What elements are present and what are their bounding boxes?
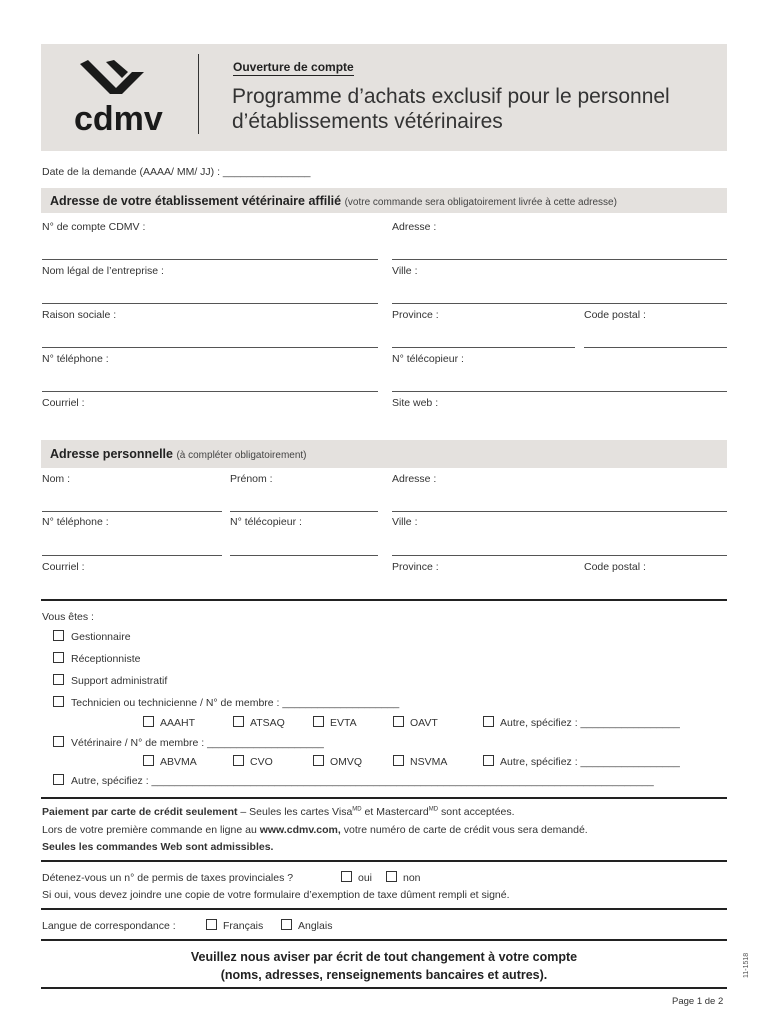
payment-line2-end: votre numéro de carte de crédit vous sera demandé. — [340, 824, 588, 836]
label-personal-fax: N° télécopieur : — [230, 516, 302, 528]
payment-line2-start: Lors de votre première commande en ligne au — [42, 824, 260, 836]
cdmv-logo — [70, 58, 180, 138]
tech-option-aaaht: AAAHT — [160, 717, 196, 729]
label-personal-phone: N° téléphone : — [42, 516, 109, 528]
label-clinic-city: Ville : — [392, 265, 418, 277]
personal-address-input-line[interactable] — [392, 511, 727, 512]
vet-option-nsvma: NSVMA — [410, 756, 448, 768]
page-number: Page 1 de 2 — [672, 996, 724, 1007]
label-last-name: Nom : — [42, 473, 71, 485]
form-code: 11-1518 — [743, 952, 750, 978]
change-notice-line2: (noms, adresses, renseignements bancaires et autres). — [220, 968, 548, 982]
last-name-input-line[interactable] — [42, 511, 222, 512]
divider-notice — [41, 939, 727, 941]
vet-option-other[interactable]: Autre, spécifiez : _________________ — [500, 756, 680, 768]
request-date-field[interactable]: Date de la demande (AAAA/ MM/ JJ) : _______________ — [42, 166, 311, 178]
clinic-postal-code-input-line[interactable] — [584, 347, 727, 348]
label-personal-address: Adresse : — [392, 473, 437, 485]
label-business-name: Raison sociale : — [42, 309, 117, 321]
personal-phone-input-line[interactable] — [42, 555, 222, 556]
checkbox-veterinarian[interactable] — [53, 736, 64, 747]
language-label: Langue de correspondance : — [42, 920, 176, 932]
legal-name-input-line[interactable] — [42, 303, 378, 304]
label-personal-email: Courriel : — [42, 561, 85, 573]
tech-option-atsaq: ATSAQ — [250, 717, 285, 729]
tax-note: Si oui, vous devez joindre une copie de votre formulaire d’exemption de taxe dûment rempli et signé. — [42, 889, 510, 901]
header-subtitle: Ouverture de compte — [233, 60, 354, 74]
payment-line2 — [42, 824, 588, 836]
header-title-line2: d’établissements vétérinaires — [232, 110, 503, 133]
label-clinic-address: Adresse : — [392, 221, 437, 233]
checkbox-oavt[interactable] — [393, 716, 404, 727]
label-personal-postal-code: Code postal : — [584, 561, 646, 573]
label-clinic-fax: N° télécopieur : — [392, 353, 464, 365]
checkbox-tech-other[interactable] — [483, 716, 494, 727]
payment-mastercard-text: et Mastercard — [361, 806, 429, 818]
role-manager-label: Gestionnaire — [71, 631, 131, 643]
payment-line1 — [42, 806, 515, 818]
tech-option-evta: EVTA — [330, 717, 357, 729]
label-account-no: N° de compte CDMV : — [42, 221, 146, 233]
change-notice — [41, 948, 727, 984]
change-notice-line1: Veuillez nous aviser par écrit de tout changement à votre compte — [190, 950, 578, 964]
checkbox-nsvma[interactable] — [393, 755, 404, 766]
account-no-input-line[interactable] — [42, 259, 378, 260]
personal-section-title — [50, 447, 307, 461]
label-clinic-postal-code: Code postal : — [584, 309, 646, 321]
first-name-input-line[interactable] — [230, 511, 378, 512]
clinic-fax-input-line[interactable] — [392, 391, 727, 392]
checkbox-admin-support[interactable] — [53, 674, 64, 685]
label-first-name: Prénom : — [230, 473, 273, 485]
clinic-address-input-line[interactable] — [392, 259, 727, 260]
visa-trademark: MD — [352, 806, 362, 813]
language-french-label: Français — [223, 920, 264, 932]
tax-yes-label: oui — [358, 872, 373, 884]
clinic-city-input-line[interactable] — [392, 303, 727, 304]
personal-fax-input-line[interactable] — [230, 555, 378, 556]
role-other-label[interactable]: Autre, spécifiez : ______________________________________________________________________________________ — [71, 775, 654, 787]
checkbox-cvo[interactable] — [233, 755, 244, 766]
divider-payment — [41, 797, 727, 799]
label-clinic-website: Site web : — [392, 397, 439, 409]
logo-text: cdmv — [74, 100, 163, 138]
vet-option-abvma: ABVMA — [160, 756, 197, 768]
checkbox-tax-yes[interactable] — [341, 871, 352, 882]
divider-tax — [41, 860, 727, 862]
checkbox-aaaht[interactable] — [143, 716, 154, 727]
business-name-input-line[interactable] — [42, 347, 378, 348]
divider-role — [41, 599, 727, 601]
personal-section-note: (à compléter obligatoirement) — [176, 450, 307, 461]
role-admin-support-label: Support administratif — [71, 675, 168, 687]
header-title-line1: Programme d’achats exclusif pour le personnel — [232, 85, 670, 108]
vet-option-omvq: OMVQ — [330, 756, 363, 768]
clinic-province-input-line[interactable] — [392, 347, 575, 348]
header-divider — [198, 54, 199, 134]
cdmv-website-link[interactable]: www.cdmv.com, — [259, 824, 341, 836]
divider-footer — [41, 987, 727, 989]
payment-line3: Seules les commandes Web sont admissibles. — [42, 841, 274, 853]
checkbox-tax-no[interactable] — [386, 871, 397, 882]
personal-city-input-line[interactable] — [392, 555, 727, 556]
divider-language — [41, 908, 727, 910]
clinic-section-note: (votre commande sera obligatoirement livrée à cette adresse) — [344, 197, 617, 208]
header-title — [232, 84, 670, 134]
tech-option-other[interactable]: Autre, spécifiez : _________________ — [500, 717, 680, 729]
tax-no-label: non — [403, 872, 421, 884]
label-personal-city: Ville : — [392, 516, 418, 528]
checkbox-evta[interactable] — [313, 716, 324, 727]
payment-lead: Paiement par carte de crédit seulement — [42, 806, 238, 818]
label-personal-province: Province : — [392, 561, 439, 573]
checkbox-french[interactable] — [206, 919, 217, 930]
role-technician-label[interactable]: Technicien ou technicienne / N° de membre : ____________________ — [71, 697, 400, 709]
checkbox-omvq[interactable] — [313, 755, 324, 766]
checkbox-receptionist[interactable] — [53, 652, 64, 663]
role-label: Vous êtes : — [42, 611, 94, 623]
label-legal-name: Nom légal de l’entreprise : — [42, 265, 164, 277]
checkbox-english[interactable] — [281, 919, 292, 930]
clinic-phone-input-line[interactable] — [42, 391, 378, 392]
checkbox-vet-other[interactable] — [483, 755, 494, 766]
vet-option-cvo: CVO — [250, 756, 273, 768]
label-clinic-email: Courriel : — [42, 397, 85, 409]
checkbox-technician[interactable] — [53, 696, 64, 707]
clinic-section-title — [50, 194, 617, 208]
payment-accepted-text: sont acceptées. — [438, 806, 515, 818]
clinic-section-title-text: Adresse de votre établissement vétérinaire affilié — [50, 194, 342, 208]
language-english-label: Anglais — [298, 920, 333, 932]
checkbox-other-role[interactable] — [53, 774, 64, 785]
checkbox-manager[interactable] — [53, 630, 64, 641]
payment-visa-text: – Seules les cartes Visa — [237, 806, 353, 818]
label-clinic-province: Province : — [392, 309, 439, 321]
checkbox-atsaq[interactable] — [233, 716, 244, 727]
tax-question: Détenez-vous un n° de permis de taxes provinciales ? — [42, 872, 294, 884]
role-veterinarian-label[interactable]: Vétérinaire / N° de membre : ____________________ — [71, 737, 324, 749]
label-clinic-phone: N° téléphone : — [42, 353, 109, 365]
role-receptionist-label: Réceptionniste — [71, 653, 141, 665]
checkbox-abvma[interactable] — [143, 755, 154, 766]
tech-option-oavt: OAVT — [410, 717, 438, 729]
mastercard-trademark: MD — [428, 806, 439, 813]
personal-section-title-text: Adresse personnelle — [50, 447, 173, 461]
